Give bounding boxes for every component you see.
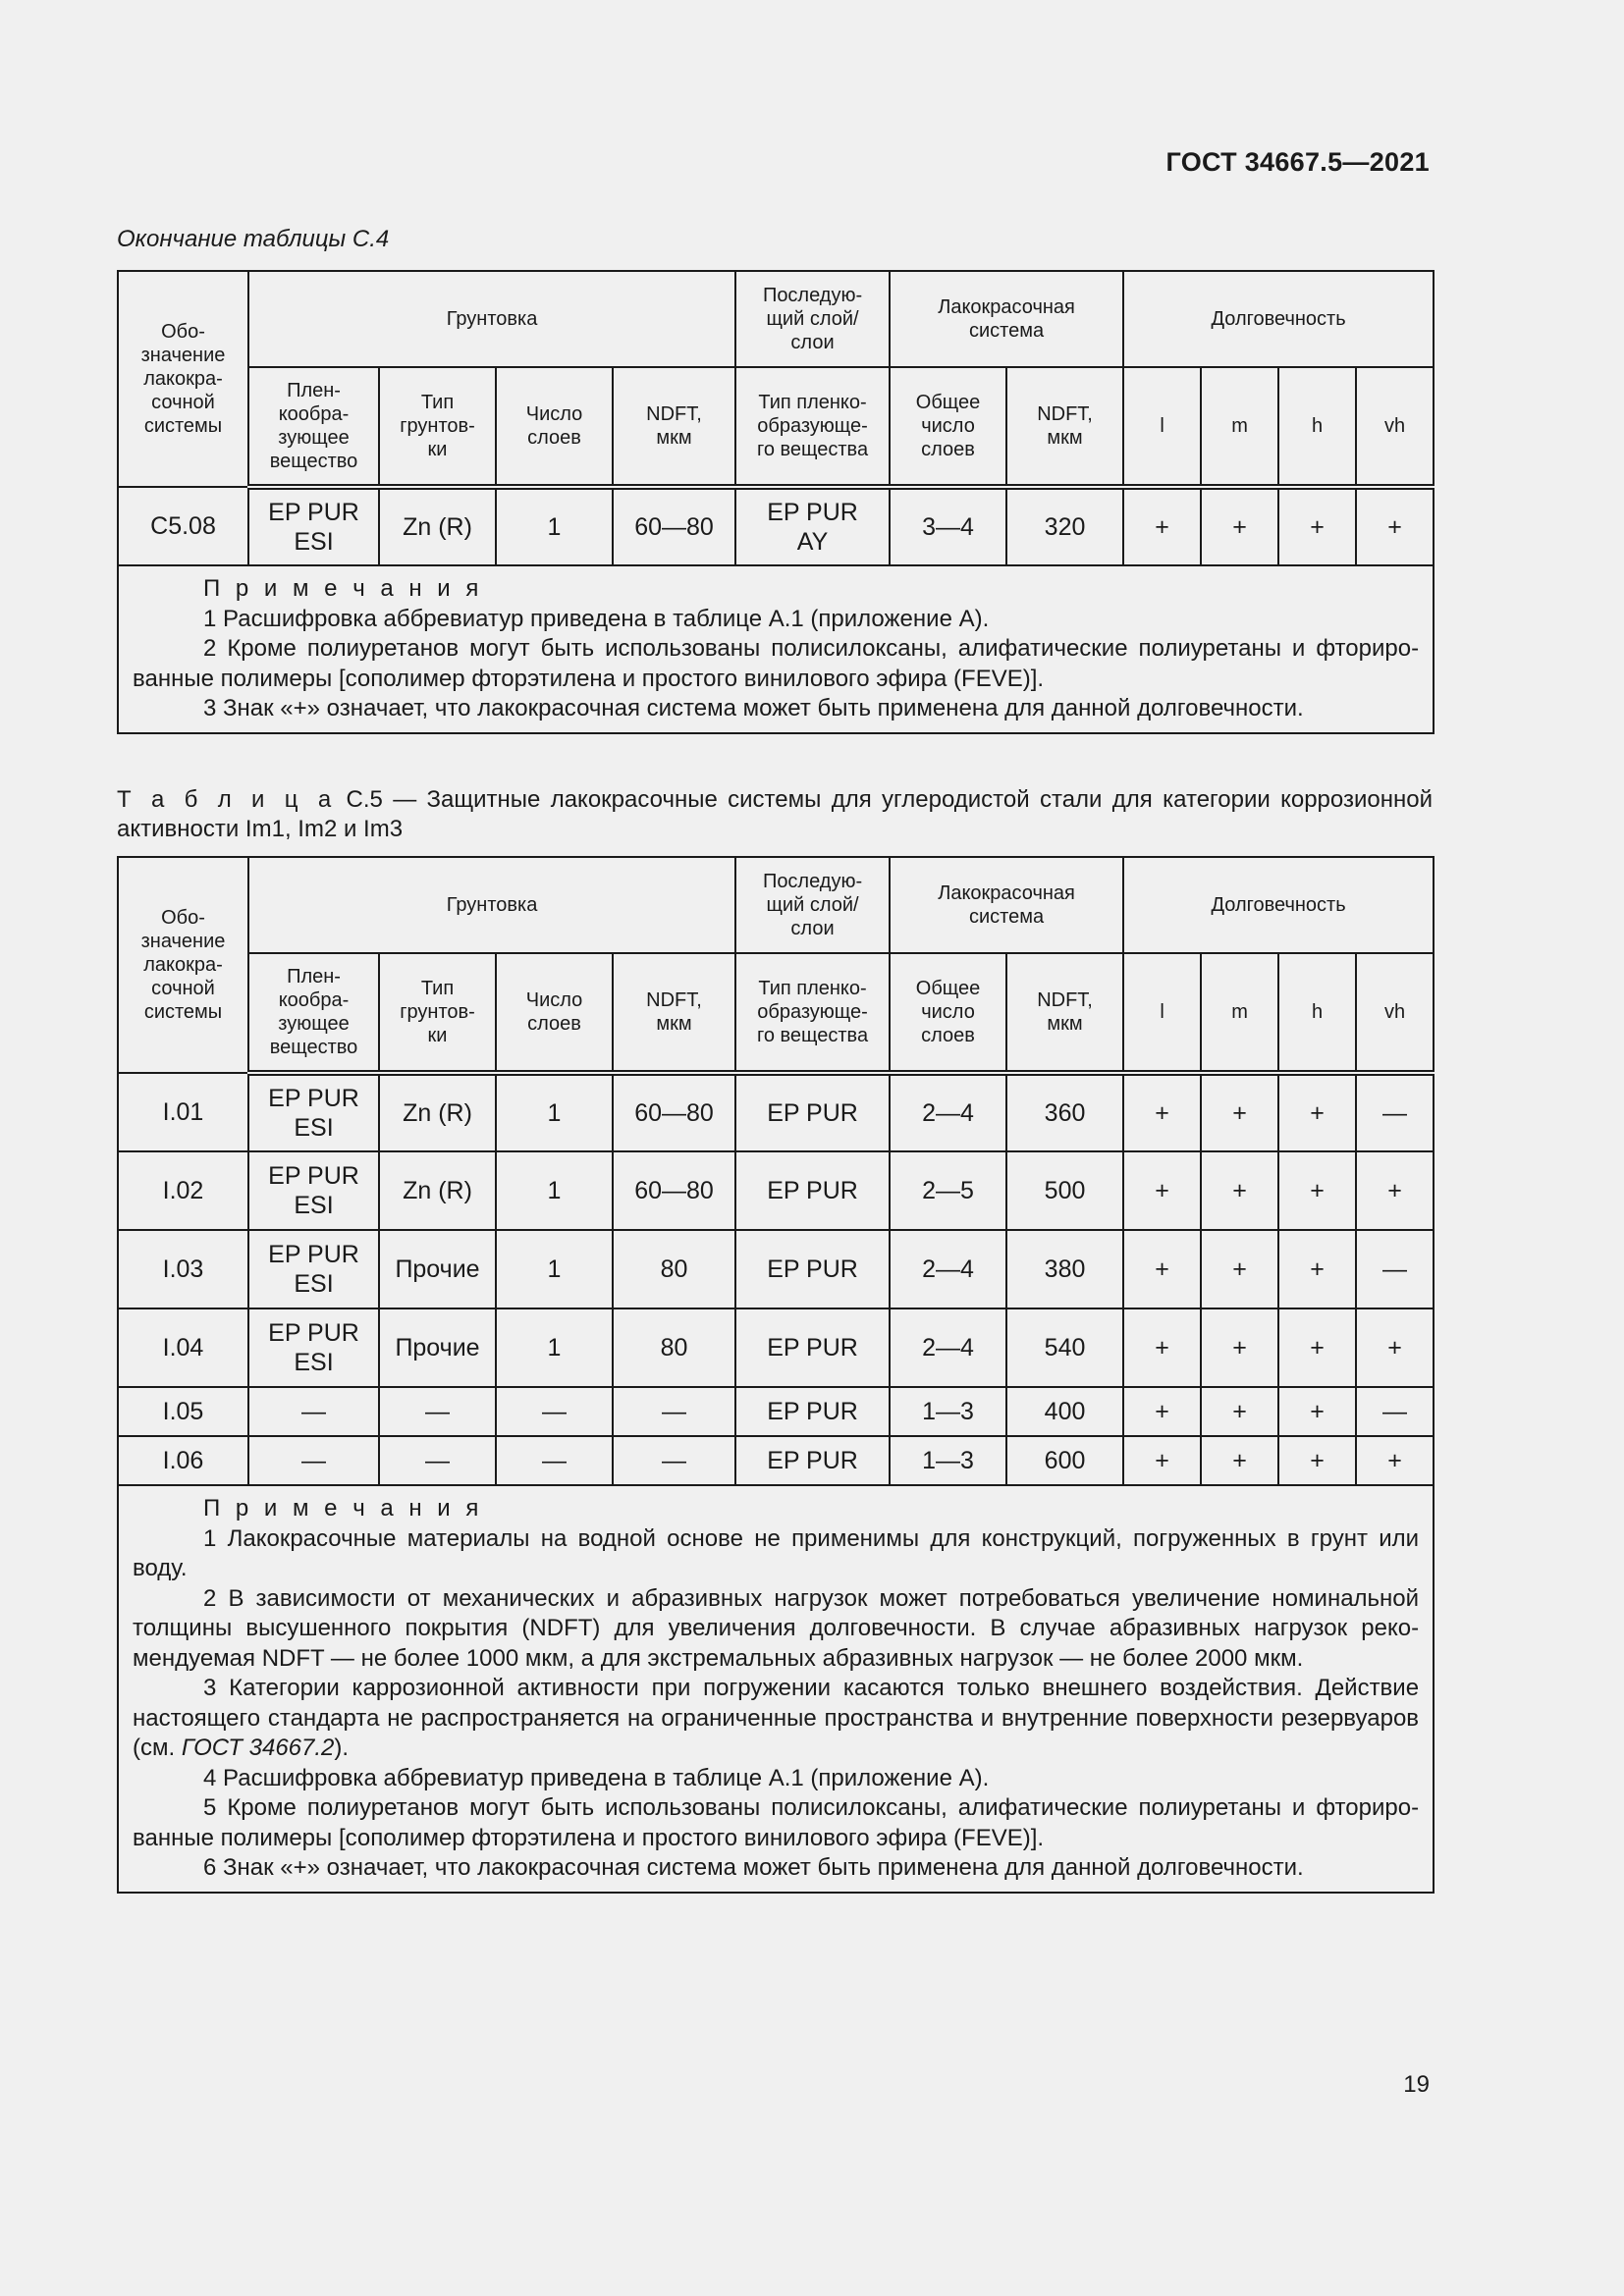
note-item: 6 Знак «+» означает, что лакокрасочная система может быть применена для данной долговечности. — [203, 1854, 1304, 1881]
header-total-coats: Общее число слоев — [890, 367, 1006, 487]
table-c5 — [117, 856, 1435, 1894]
table-row — [118, 487, 1434, 565]
header-durability-m: m — [1201, 953, 1278, 1073]
cell: + — [1278, 1387, 1356, 1436]
header-binder: Плен- кообра- зующее вещество — [248, 367, 379, 487]
cell: 2—4 — [890, 1073, 1006, 1151]
cell: 1 — [496, 1151, 613, 1230]
table-continuation-caption: Окончание таблицы С.4 — [117, 226, 390, 252]
header-subsequent-layer: Последую- щий слой/ слои — [735, 857, 890, 953]
page-number: 19 — [1403, 2071, 1430, 2098]
header-ndft-system: NDFT, мкм — [1006, 953, 1123, 1073]
header-total-coats: Общее число слоев — [890, 953, 1006, 1073]
note-item: 2 Кроме полиуретанов могут быть использованы полисилоксаны, алифатические полиуретаны и фторированные полимеры [сополимер фторэтилена и простого винилового эфира (FEVE)]. — [133, 635, 1420, 692]
table-caption-label: Т а б л и ц а — [117, 786, 337, 813]
cell: 1 — [496, 1308, 613, 1387]
cell: + — [1201, 487, 1278, 565]
cell: 1—3 — [890, 1436, 1006, 1485]
cell: — — [1356, 1387, 1434, 1436]
cell: I.02 — [118, 1151, 248, 1230]
cell: + — [1201, 1151, 1278, 1230]
note-item: 1 Расшифровка аббревиатур приведена в таблице А.1 (приложение А). — [203, 605, 990, 632]
cell: EP PUR — [735, 1387, 890, 1436]
header-durability-h: h — [1278, 367, 1356, 487]
table-notes — [118, 565, 1434, 733]
cell: — — [613, 1387, 735, 1436]
cell: EP PUR — [735, 1308, 890, 1387]
cell: I.01 — [118, 1073, 248, 1151]
cell: 80 — [613, 1230, 735, 1308]
cell: EP PUR — [735, 1230, 890, 1308]
cell: + — [1278, 1436, 1356, 1485]
header-primer: Грунтовка — [248, 857, 735, 953]
cell: 500 — [1006, 1151, 1123, 1230]
cell: — — [379, 1436, 496, 1485]
note-reference: ГОСТ 34667.2 — [181, 1735, 335, 1761]
cell: I.03 — [118, 1230, 248, 1308]
cell: I.05 — [118, 1387, 248, 1436]
cell: + — [1278, 487, 1356, 565]
cell: — — [248, 1436, 379, 1485]
cell: + — [1123, 1387, 1201, 1436]
cell: I.06 — [118, 1436, 248, 1485]
cell: 600 — [1006, 1436, 1123, 1485]
cell: + — [1356, 1308, 1434, 1387]
cell: + — [1278, 1151, 1356, 1230]
table-row — [118, 1230, 1434, 1308]
header-durability: Долговечность — [1123, 857, 1434, 953]
cell: 1 — [496, 1230, 613, 1308]
cell: EP PUR — [735, 1151, 890, 1230]
cell: + — [1356, 487, 1434, 565]
note-item — [133, 1674, 1419, 1764]
notes-title: П р и м е ч а н и я — [203, 1495, 483, 1522]
cell: + — [1201, 1308, 1278, 1387]
cell: Zn (R) — [379, 1151, 496, 1230]
cell: + — [1123, 487, 1201, 565]
cell: 60—80 — [613, 487, 735, 565]
cell: + — [1123, 1230, 1201, 1308]
cell: EP PUR ESI — [248, 487, 379, 565]
cell: Zn (R) — [379, 1073, 496, 1151]
cell: 1—3 — [890, 1387, 1006, 1436]
cell: + — [1201, 1436, 1278, 1485]
header-film-type: Тип пленко- образующе- го вещества — [735, 953, 890, 1073]
cell: — — [379, 1387, 496, 1436]
cell: + — [1123, 1308, 1201, 1387]
cell: — — [1356, 1073, 1434, 1151]
cell: + — [1278, 1308, 1356, 1387]
cell: 2—4 — [890, 1230, 1006, 1308]
header-durability-vh: vh — [1356, 367, 1434, 487]
header-ndft: NDFT, мкм — [613, 367, 735, 487]
header-durability-vh: vh — [1356, 953, 1434, 1073]
table-row — [118, 1436, 1434, 1485]
cell: 3—4 — [890, 487, 1006, 565]
cell: — — [496, 1436, 613, 1485]
note-text: 3 Категории каррозионной активности при погружении касаются только внешнего воздействия. Действие настоящего стандарта не распространяется на ограниченные пространства и внутренние поверхности резервуаров (см. — [133, 1675, 1420, 1761]
document-code: ГОСТ 34667.5—2021 — [1165, 147, 1430, 177]
cell: EP PUR ESI — [248, 1151, 379, 1230]
header-durability-l: l — [1123, 953, 1201, 1073]
header-coats: Число слоев — [496, 367, 613, 487]
table-row — [118, 1151, 1434, 1230]
cell: + — [1201, 1230, 1278, 1308]
note-text-tail: ). — [334, 1735, 350, 1761]
cell: + — [1123, 1151, 1201, 1230]
header-ndft: NDFT, мкм — [613, 953, 735, 1073]
header-primer-type: Тип грунтов- ки — [379, 367, 496, 487]
header-primer-type: Тип грунтов- ки — [379, 953, 496, 1073]
cell: I.04 — [118, 1308, 248, 1387]
header-film-type: Тип пленко- образующе- го вещества — [735, 367, 890, 487]
cell: Zn (R) — [379, 487, 496, 565]
cell: — — [496, 1387, 613, 1436]
cell: — — [613, 1436, 735, 1485]
header-designation: Обо- значение лакокра- сочной системы — [118, 271, 248, 487]
header-paint-system: Лакокрасочная система — [890, 271, 1123, 367]
table-row — [118, 1387, 1434, 1436]
cell: EP PUR — [735, 1073, 890, 1151]
cell: 360 — [1006, 1073, 1123, 1151]
header-durability-l: l — [1123, 367, 1201, 487]
table-row — [118, 1308, 1434, 1387]
header-subsequent-layer: Последую- щий слой/ слои — [735, 271, 890, 367]
cell: 80 — [613, 1308, 735, 1387]
table-c4-end — [117, 270, 1435, 734]
cell: EP PUR AY — [735, 487, 890, 565]
cell: EP PUR ESI — [248, 1073, 379, 1151]
cell: 60—80 — [613, 1073, 735, 1151]
cell: Прочие — [379, 1230, 496, 1308]
cell: — — [1356, 1230, 1434, 1308]
table-caption-text: С.5 — Защитные лакокрасочные системы для углеродистой стали для категории коррозионной активности Im1, Im2 и Im3 — [117, 786, 1434, 842]
note-item: 1 Лакокрасочные материалы на водной основе не применимы для конструкций, погруженных в грунт или воду. — [133, 1524, 1420, 1581]
header-durability: Долговечность — [1123, 271, 1434, 367]
cell: EP PUR ESI — [248, 1230, 379, 1308]
cell: 2—4 — [890, 1308, 1006, 1387]
cell: Прочие — [379, 1308, 496, 1387]
table-caption — [117, 785, 1433, 844]
cell: 540 — [1006, 1308, 1123, 1387]
cell: + — [1356, 1151, 1434, 1230]
cell: 380 — [1006, 1230, 1123, 1308]
cell: EP PUR — [735, 1436, 890, 1485]
cell: + — [1123, 1073, 1201, 1151]
note-item: 2 В зависимости от механических и абразивных нагрузок может потребоваться увеличение номинальной толщины высушенного покрытия (NDFT) для увеличения долговечности. В случае абразивных нагрузок рекомендуемая NDFT — не более 1000 мкм, а для экстремальных абразивных нагрузок — не более 2000 мкм. — [133, 1584, 1420, 1672]
header-durability-m: m — [1201, 367, 1278, 487]
note-item: 3 Знак «+» означает, что лакокрасочная система может быть применена для данной долговечности. — [203, 695, 1304, 721]
header-ndft-system: NDFT, мкм — [1006, 367, 1123, 487]
cell: C5.08 — [118, 487, 248, 565]
cell: 1 — [496, 1073, 613, 1151]
header-binder: Плен- кообра- зующее вещество — [248, 953, 379, 1073]
header-durability-h: h — [1278, 953, 1356, 1073]
header-coats: Число слоев — [496, 953, 613, 1073]
notes-title: П р и м е ч а н и я — [203, 575, 483, 602]
header-designation: Обо- значение лакокра- сочной системы — [118, 857, 248, 1073]
cell: 2—5 — [890, 1151, 1006, 1230]
cell: + — [1278, 1073, 1356, 1151]
cell: — — [248, 1387, 379, 1436]
cell: 320 — [1006, 487, 1123, 565]
table-row — [118, 1073, 1434, 1151]
cell: 1 — [496, 487, 613, 565]
header-paint-system: Лакокрасочная система — [890, 857, 1123, 953]
cell: + — [1201, 1387, 1278, 1436]
cell: 400 — [1006, 1387, 1123, 1436]
cell: + — [1278, 1230, 1356, 1308]
cell: + — [1356, 1436, 1434, 1485]
cell: + — [1201, 1073, 1278, 1151]
cell: 60—80 — [613, 1151, 735, 1230]
note-item: 5 Кроме полиуретанов могут быть использованы полисилоксаны, алифатические полиуретаны и фторированные полимеры [сополимер фторэтилена и простого винилового эфира (FEVE)]. — [133, 1794, 1420, 1851]
cell: + — [1123, 1436, 1201, 1485]
header-primer: Грунтовка — [248, 271, 735, 367]
cell: EP PUR ESI — [248, 1308, 379, 1387]
note-item: 4 Расшифровка аббревиатур приведена в таблице А.1 (приложение А). — [203, 1764, 990, 1791]
table-notes — [118, 1485, 1434, 1893]
